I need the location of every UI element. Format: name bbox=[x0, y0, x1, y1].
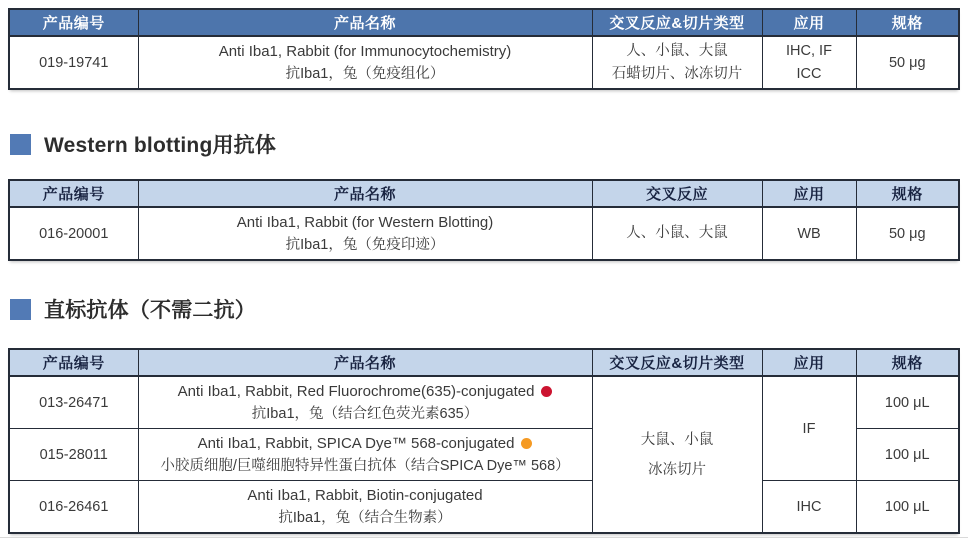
table-row bbox=[9, 36, 959, 89]
wb-antibody-table bbox=[8, 179, 960, 261]
table-header-row bbox=[9, 9, 959, 36]
cross-section-type: 冰冻切片 bbox=[648, 461, 706, 478]
header-application: 应用 bbox=[762, 349, 856, 376]
blue-square-icon bbox=[10, 299, 31, 320]
orange-dot-icon bbox=[521, 438, 532, 449]
header-product-code: 产品编号 bbox=[9, 180, 138, 207]
cross-reactivity-cell bbox=[592, 376, 762, 533]
product-code-cell: 016-20001 bbox=[9, 207, 138, 260]
red-dot-icon bbox=[541, 386, 552, 397]
table-header-row bbox=[9, 349, 959, 376]
table-row bbox=[9, 481, 959, 534]
product-name-en: Anti Iba1, Rabbit (for Immunocytochemistry) bbox=[218, 43, 512, 60]
direct-label-antibody-table bbox=[8, 348, 960, 534]
product-name-en: Anti Iba1, Rabbit, Biotin-conjugated bbox=[247, 487, 483, 504]
section-heading-direct-label bbox=[10, 294, 968, 324]
application-line1: IHC, IF bbox=[786, 42, 832, 59]
section-title: 直标抗体（不需二抗） bbox=[44, 299, 256, 322]
product-name-cell bbox=[138, 207, 592, 260]
header-product-name: 产品名称 bbox=[138, 180, 592, 207]
application-cell bbox=[762, 36, 856, 89]
product-name-cell bbox=[138, 376, 592, 429]
application-cell-if: IF bbox=[762, 376, 856, 481]
application-cell-ihc: IHC bbox=[762, 481, 856, 534]
cross-species: 人、小鼠、大鼠 bbox=[626, 42, 728, 59]
product-name-cell bbox=[138, 481, 592, 534]
product-name-en: Anti Iba1, Rabbit, Red Fluorochrome(635)-conjugated bbox=[143, 380, 588, 403]
size-cell: 50 μg bbox=[856, 207, 959, 260]
header-product-name: 产品名称 bbox=[138, 349, 592, 376]
header-size: 规格 bbox=[856, 180, 959, 207]
product-name-zh: 小胶质细胞/巨噬细胞特异性蛋白抗体（结合SPICA Dye™ 568） bbox=[160, 458, 570, 474]
product-name-zh: 抗Iba1，兔（免疫组化） bbox=[285, 66, 445, 82]
header-cross-reactivity: 交叉反应 bbox=[592, 180, 762, 207]
header-application: 应用 bbox=[762, 180, 856, 207]
table-row bbox=[9, 207, 959, 260]
cross-section-type: 石蜡切片、冰冻切片 bbox=[611, 65, 743, 82]
ihc-antibody-table bbox=[8, 8, 960, 90]
section-title: Western blotting用抗体 bbox=[44, 134, 277, 157]
blue-square-icon bbox=[10, 134, 31, 155]
product-name-cell bbox=[138, 429, 592, 481]
application-line2: ICC bbox=[796, 65, 822, 82]
product-name-en: Anti Iba1, Rabbit (for Western Blotting) bbox=[236, 214, 494, 231]
product-code-cell: 019-19741 bbox=[9, 36, 138, 89]
header-cross-reactivity: 交叉反应&切片类型 bbox=[592, 9, 762, 36]
header-product-code: 产品编号 bbox=[9, 349, 138, 376]
header-size: 规格 bbox=[856, 9, 959, 36]
product-code-cell: 016-26461 bbox=[9, 481, 138, 534]
header-application: 应用 bbox=[762, 9, 856, 36]
table-header-row bbox=[9, 180, 959, 207]
product-name-zh: 抗Iba1，兔（免疫印迹） bbox=[285, 237, 445, 253]
application-cell: WB bbox=[762, 207, 856, 260]
size-cell: 100 μL bbox=[856, 376, 959, 429]
product-code-cell: 015-28011 bbox=[9, 429, 138, 481]
cross-species: 大鼠、小鼠 bbox=[640, 431, 714, 448]
product-name-zh: 抗Iba1，兔（结合生物素） bbox=[278, 510, 452, 526]
size-cell: 50 μg bbox=[856, 36, 959, 89]
cross-reactivity-cell bbox=[592, 36, 762, 89]
header-size: 规格 bbox=[856, 349, 959, 376]
table-row bbox=[9, 376, 959, 429]
section-heading-western-blotting bbox=[10, 129, 968, 159]
header-product-name: 产品名称 bbox=[138, 9, 592, 36]
header-product-code: 产品编号 bbox=[9, 9, 138, 36]
size-cell: 100 μL bbox=[856, 429, 959, 481]
product-name-en: Anti Iba1, Rabbit, SPICA Dye™ 568-conjugated bbox=[143, 432, 588, 455]
cross-reactivity-cell: 人、小鼠、大鼠 bbox=[592, 207, 762, 260]
header-cross-reactivity: 交叉反应&切片类型 bbox=[592, 349, 762, 376]
product-code-cell: 013-26471 bbox=[9, 376, 138, 429]
size-cell: 100 μL bbox=[856, 481, 959, 534]
product-name-zh: 抗Iba1，兔（结合红色荧光素635） bbox=[251, 406, 479, 422]
product-name-cell bbox=[138, 36, 592, 89]
